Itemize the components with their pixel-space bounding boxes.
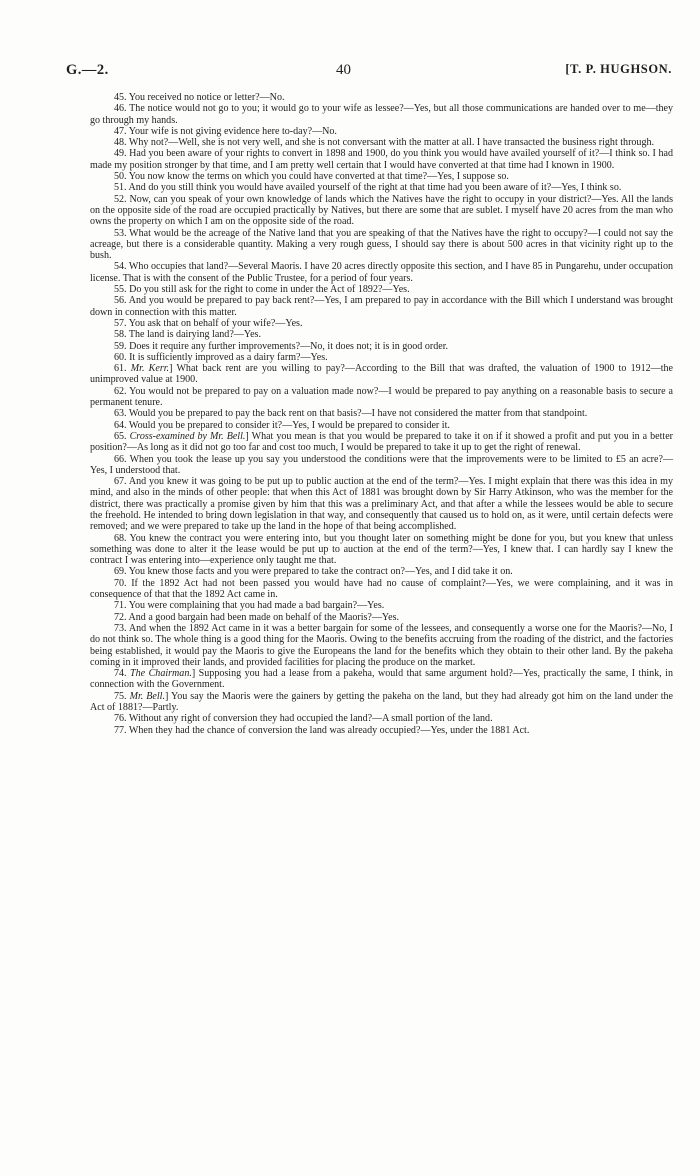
paragraph: 69. You knew those facts and you were prepared to take the contract on?—Yes, and I did take it on. [114, 566, 513, 578]
paragraph [90, 363, 673, 386]
paragraph [90, 431, 673, 454]
speaker-name: The Chairman. [130, 668, 192, 680]
paragraph: 52. Now, can you speak of your own knowledge of lands which the Natives have the right to occupy in your district?—Yes. All the lands on the opposite side of the road are occupied practically by Natives, but there are some that are sublet. I myself have 20 acres from the man who owns the property on which I am on the opposite side of the road. [90, 193, 673, 228]
paragraph-number: 65. [114, 430, 130, 442]
paragraph: 58. The land is dairying land?—Yes. [114, 329, 261, 341]
page-header [66, 62, 672, 82]
paragraph: 51. And do you still think you would have availed yourself of the right at that time had you been aware of it?—Yes, I think so. [114, 182, 622, 194]
paragraph-number: 74. [114, 668, 131, 680]
paragraph: 70. If the 1892 Act had not been passed you would have had no cause of complaint?—Yes, we were complaining, and it was in consequence of that that the 1892 Act came in. [90, 577, 673, 601]
paragraph: 66. When you took the lease up you say you understood the conditions were that the improvements were to be limited to £5 an acre?—Yes, I understood that. [90, 453, 673, 476]
paragraph-text: ] What you mean is that you would be prepared to take it on if it showed a profit and put you in a better position?—As long as it did not go too far and cost too much, I would be prepared to take it up to get the right of renewal. [90, 430, 673, 454]
paragraph: 64. Would you be prepared to consider it?—Yes, I would be prepared to consider it. [114, 419, 450, 431]
paragraph: 48. Why not?—Well, she is not very well, and she is not conversant with the matter at all. I have transacted the business right through. [114, 137, 655, 149]
paragraph: 77. When they had the chance of conversion the land was already occupied?—Yes, under the 1881 Act. [114, 724, 530, 736]
paragraph: 68. You knew the contract you were entering into, but you thought later on something might be done for you, but you knew that unless something was done to alter it the lease would be put up to auction at the end of the term?—Yes, I knew that. I can hardly say I knew the contract I was entering into—experience only taught me that. [90, 532, 673, 567]
paragraph: 72. And a good bargain had been made on behalf of the Maoris?—Yes. [114, 611, 400, 623]
paragraph-number: 61. [114, 363, 131, 375]
paragraph: 49. Had you been aware of your rights to convert in 1898 and 1900, do you think you would have availed yourself of it?—I think so. I had made my position stronger by that time, and I am pretty well certain that I would have converted at that time had I known in 1900. [90, 148, 673, 171]
evidence-text [90, 92, 673, 736]
paragraph: 45. You received no notice or letter?—No. [114, 92, 285, 103]
paragraph: 54. Who occupies that land?—Several Maoris. I have 20 acres directly opposite this section, and I have 85 in Pungarehu, under occupation license. That is with the consent of the Public Trustee, for a period of four years. [90, 261, 673, 284]
paragraph: 55. Do you still ask for the right to come in under the Act of 1892?—Yes. [114, 284, 410, 296]
speaker-name: Mr. Kerr. [130, 363, 170, 375]
paragraph [90, 691, 673, 714]
paragraph: 67. And you knew it was going to be put up to public auction at the end of the term?—Yes. I might explain that there was this idea in my mind, and also in the minds of other people: that when this Act of 1881 was brought down by Sir Harry Atkinson, who was the member for the district, there was practically a promise given by him that this was a preliminary Act, and that after a while the lessees would be able to secure the freehold. He intended to bring down legislation in that way, and consequently that caused us to hold on, as it were, until certain defects were removed; and we were prepared to take up the land in the hope of that being accomplished. [90, 476, 673, 533]
paragraph: 60. It is sufficiently improved as a dairy farm?—Yes. [114, 351, 328, 363]
speaker-name: Cross-examined by Mr. Bell. [129, 430, 246, 442]
paragraph-text: ] What back rent are you willing to pay?—According to the Bill that was drafted, the valuation of 1900 to 1912—the unimproved value at 1900. [90, 363, 673, 386]
paragraph-text: ] Supposing you had a lease from a pakeha, would that same argument hold?—Yes, practically the same, I think, in connection with the Government. [90, 668, 673, 691]
paragraph: 62. You would not be prepared to pay on a valuation made now?—I would be prepared to pay anything on a reasonable basis to secure a permanent tenure. [90, 385, 673, 409]
page-number: 40 [336, 62, 351, 78]
paragraph [90, 668, 673, 691]
paragraph: 46. The notice would not go to you; it would go to your wife as lessee?—Yes, but all those communications are handed over to me—they go through my hands. [90, 103, 673, 126]
witness-name: [T. P. HUGHSON. [565, 62, 672, 76]
paragraph: 56. And you would be prepared to pay back rent?—Yes, I am prepared to pay in accordance with the Bill which I understand was brought down in connection with this matter. [90, 295, 673, 318]
paragraph: 47. Your wife is not giving evidence here to-day?—No. [114, 125, 337, 137]
paragraph: 76. Without any right of conversion they had occupied the land?—A small portion of the land. [114, 713, 493, 725]
speaker-name: Mr. Bell. [129, 690, 165, 702]
paragraph: 53. What would be the acreage of the Native land that you are speaking of that the Natives have the right to occupy?—I could not say the acreage, but there is a considerable quantity. Making a very rough guess, I should say there is about 500 acres in that vicinity right up to the bush. [90, 227, 673, 262]
paragraph: 59. Does it require any further improvements?—No, it does not; it is in good order. [114, 340, 448, 352]
paragraph: 50. You now know the terms on which you could have converted at that time?—Yes, I suppose so. [114, 171, 509, 183]
paragraph: 73. And when the 1892 Act came in it was a better bargain for some of the lessees, and consequently a worse one for the Maoris?—No, I do not think so. The whole thing is a good thing for the Maoris. Owing to the benefits accruing from the roading of the district, and the factories being established, it would pay the Maoris to give the Europeans the land for the benefits which they obtain to their other land. By the pakeha coming in it improved their lands, and provided facilities for placing the produce on the market. [90, 622, 673, 668]
paragraph: 63. Would you be prepared to pay the back rent on that basis?—I have not considered the matter from that standpoint. [114, 408, 588, 420]
paragraph: 71. You were complaining that you had made a bad bargain?—Yes. [114, 600, 385, 612]
paragraph: 57. You ask that on behalf of your wife?—Yes. [114, 317, 303, 329]
paper-reference: G.—2. [66, 62, 109, 78]
paragraph-text: ] You say the Maoris were the gainers by getting the pakeha on the land, but they had already got him on the land under the Act of 1881?—Partly. [90, 690, 673, 714]
paragraph-number: 75. [114, 690, 130, 702]
